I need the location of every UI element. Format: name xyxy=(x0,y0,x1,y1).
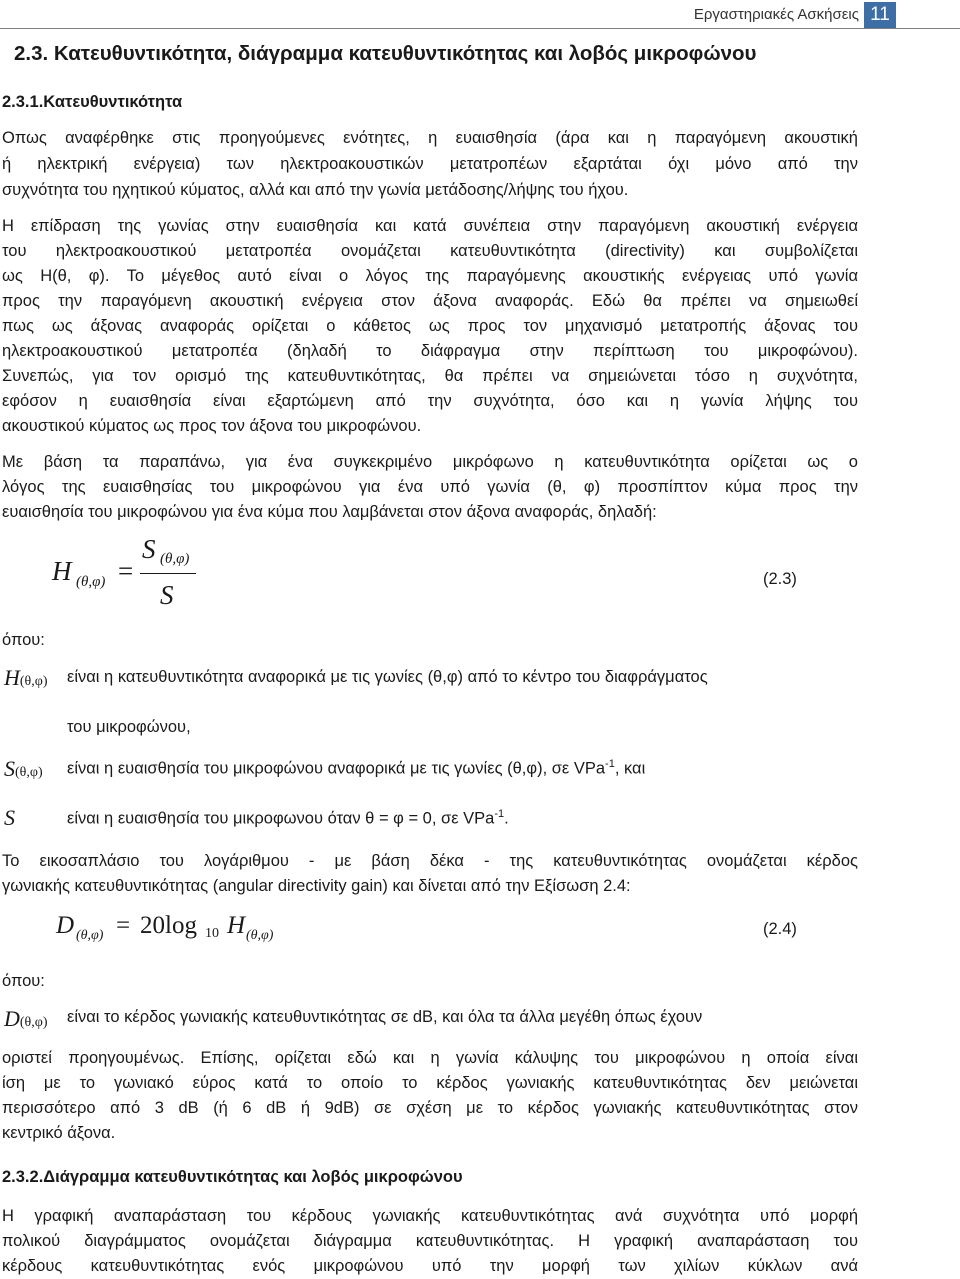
paragraph-line: Το εικοσαπλάσιο του λογάριθμου - με βάση δέκα - της κατευθυντικότητας ονομάζεται κέρδος xyxy=(2,852,858,870)
subsection-heading-diagram: 2.3.2.Διάγραμμα κατευθυντικότητας και λοβός μικροφώνου xyxy=(2,1168,463,1186)
def-symbol-d: D(θ,φ) xyxy=(4,1006,48,1031)
eq-numerator-subscript: (θ,φ) xyxy=(160,551,190,567)
def-symbol-s: S xyxy=(4,805,15,830)
def-text-s: είναι η ευαισθησία του μικροφωνου όταν θ = φ = 0, σε VPa$^{-1}$. xyxy=(67,808,509,828)
running-header: Εργαστηριακές Ασκήσεις xyxy=(693,6,859,23)
paragraph-line: του ηλεκτροακουστικού μετατροπέα ονομάζεται κατευθυντικότητα (directivity) και συμβολίζεται xyxy=(2,242,858,260)
def-text-h: είναι η κατευθυντικότητα αναφορικά με τις γωνίες (θ,φ) από το κέντρο του διαφράγματος xyxy=(67,668,708,686)
paragraph-line: Η γραφική αναπαράσταση του κέρδους γωνιακής κατευθυντικότητας ανά συχνότητα υπό μορφή xyxy=(2,1207,858,1225)
eq2-log: 20log xyxy=(140,912,197,939)
paragraph-line: λόγος της ευαισθησίας του μικροφώνου για ένα υπό γωνία (θ, φ) προσπίπτον κύμα προς την xyxy=(2,478,858,496)
def-text-h-continued: του μικροφώνου, xyxy=(67,718,191,736)
paragraph-line: ηλεκτροακουστικού μετατροπέα (δηλαδή το διάφραγμα στην περίπτωση του μικροφώνου). xyxy=(2,342,858,360)
paragraph-line: Με βάση τα παραπάνω, για ένα συγκεκριμένο μικρόφωνο η κατευθυντικότητα ορίζεται ως ο xyxy=(2,453,858,471)
eq2-rhs: H xyxy=(227,912,246,939)
def-symbol-h: H(θ,φ) xyxy=(4,665,48,690)
eq2-lhs: D xyxy=(56,912,75,939)
equation-number: (2.3) xyxy=(763,570,797,588)
paragraph-line: περισσότερο από 3 dB (ή 6 dB ή 9dB) σε σχέση με το κέρδος γωνιακής κατευθυντικότητας στον xyxy=(2,1099,858,1117)
paragraph-line: γωνιακής κατευθυντικότητας (angular directivity gain) και δίνεται από την Εξίσωση 2.4: xyxy=(2,877,631,895)
paragraph-line: προς την παραγόμενη ακουστική ενέργεια στον άξονα αναφοράς. Εδώ θα πρέπει να σημειωθεί xyxy=(2,292,858,310)
paragraph-line: κέρδους κατευθυντικότητας ενός μικροφώνου υπό την μορφή των χιλίων κύκλων ανά xyxy=(2,1257,858,1275)
section-heading: 2.3. Κατευθυντικότητα, διάγραμμα κατευθυντικότητας και λοβός μικροφώνου xyxy=(14,42,757,65)
where-label: όπου: xyxy=(2,631,45,649)
eq-lhs-subscript: (θ,φ) xyxy=(76,574,106,590)
paragraph-line: πως ως άξονας αναφοράς ορίζεται ο κάθετος ως προς τον μηχανισμό μετατροπής άξονας του xyxy=(2,317,858,335)
paragraph-line: κεντρικό άξονα. xyxy=(2,1124,116,1142)
paragraph-line: Οπως αναφέρθηκε στις προηγούμενες ενότητες, η ευαισθησία (άρα και η παραγόμενη ακουστική xyxy=(2,129,858,147)
eq-denominator: S xyxy=(160,580,174,610)
where-label: όπου: xyxy=(2,972,45,990)
paragraph-line: πολικού διαγράμματος ονομάζεται διάγραμμα κατευθυντικότητας. Η γραφική αναπαράσταση του xyxy=(2,1232,858,1250)
paragraph-line: ως Η(θ, φ). Το μέγεθος αυτό είναι ο λόγος της παραγόμενης ακουστικής ενέργειας υπό γωνία xyxy=(2,267,858,285)
header-rule xyxy=(0,28,960,29)
subsection-heading-directivity: 2.3.1.Κατευθυντικότητα xyxy=(2,93,183,111)
paragraph-line: εφόσον η ευαισθησία είναι εξαρτώμενη από την συχνότητα, όσο και η γωνία λήψης του xyxy=(2,392,858,410)
eq-numerator: S xyxy=(142,534,156,564)
page-number: 11 xyxy=(864,2,896,28)
eq-lhs: H xyxy=(52,556,72,586)
def-symbol-s-angle: S(θ,φ) xyxy=(4,756,43,781)
eq2-rhs-subscript: (θ,φ) xyxy=(246,928,274,943)
def-text-s-angle: είναι η ευαισθησία του μικροφώνου αναφορικά με τις γωνίες (θ,φ), σε VPa$^{-1}$, και xyxy=(67,758,646,778)
paragraph-line: ίση με το γωνιακό εύρος κατά το οποίο το κέρδος γωνιακής κατευθυντικότητας δεν μειώνεται xyxy=(2,1074,858,1092)
paragraph-line: οριστεί προηγουμένως. Επίσης, ορίζεται εδώ και η γωνία κάλυψης του μικροφώνου η οποία είναι xyxy=(2,1049,858,1067)
paragraph-line: Συνεπώς, για τον ορισμό της κατευθυντικότητας, θα πρέπει να σημειώνεται τόσο η συχνότητα, xyxy=(2,367,858,385)
eq2-log-base: 10 xyxy=(205,926,219,941)
def-text-d: είναι το κέρδος γωνιακής κατευθυντικότητας σε dB, και όλα τα άλλα μεγέθη όπως έχουν xyxy=(67,1008,703,1026)
paragraph-line: ή ηλεκτρική ενέργεια) των ηλεκτροακουστικών μετατροπέων εξαρτάται όχι μόνο από την xyxy=(2,155,858,173)
eq2-lhs-subscript: (θ,φ) xyxy=(76,928,104,943)
paragraph-line: Η επίδραση της γωνίας στην ευαισθησία και κατά συνέπεια στην παραγόμενη ακουστική ενέργεια xyxy=(2,217,858,235)
equation-number: (2.4) xyxy=(763,920,797,938)
fraction-bar xyxy=(140,573,196,574)
eq2-equals: = xyxy=(116,912,131,939)
paragraph-line: ακουστικού κύματος ως προς τον άξονα του μικροφώνου. xyxy=(2,417,422,435)
eq-equals: = xyxy=(118,556,134,586)
paragraph-line: ευαισθησία του μικροφώνου για ένα κύμα που λαμβάνεται στον άξονα αναφοράς, δηλαδή: xyxy=(2,503,657,521)
paragraph-line: συχνότητα του ηχητικού κύματος, αλλά και από την γωνία μετάδοσης/λήψης του ήχου. xyxy=(2,181,629,199)
